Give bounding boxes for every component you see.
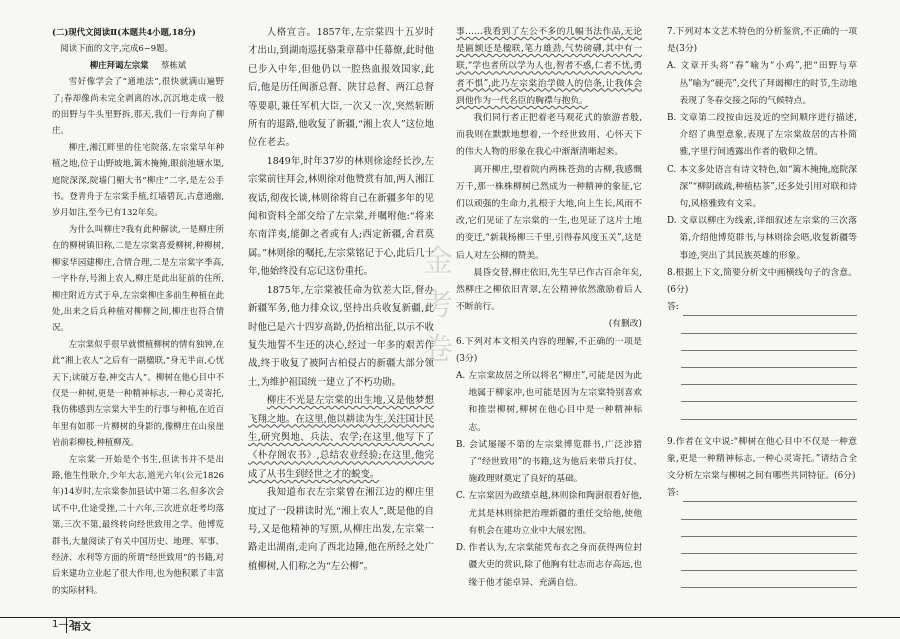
answer-label: 答:	[667, 302, 679, 313]
passage-paragraph: 离开柳庄,望着院内两株苍劲的古柳,我感慨万千,那一株株柳树已然成为一种精神的象征,它们以顽强的生命力,扎根于大地,向上生长,风雨不改,它们见证了左宗棠的一生,也见证了这片土地的变迁,“新栽杨柳三千里,引得春风度玉关”,这是后人对左公柳的赞美。	[456, 164, 642, 261]
section-instruction: 阅读下面的文字,完成6~9题。	[60, 43, 173, 54]
option-label: D.	[667, 216, 677, 227]
passage-paragraph: 左宗棠一开始是个书生,但读书并不是出路,他生性耿介,少年大志,道光六年(公元1826年)14岁时,左宗棠参加县试中第二名,但多次会试不中,仕途受挫,二十六年,三次进京赶考均落第,三次不第,最终转向经世致用之学。他博览群书,大量阅读了有关中国历史、地理、军事、经济、水利等方面的所谓“经世致用”的书籍,对后来建功立业起了很大作用,也为他积累了丰富的实际材料。	[52, 453, 224, 595]
answer-line[interactable]	[681, 502, 857, 519]
passage-column-2	[248, 24, 434, 576]
answer-line[interactable]	[681, 334, 857, 351]
option-label: C.	[667, 164, 677, 175]
answer-line[interactable]	[681, 537, 857, 554]
passage-column-1	[52, 24, 224, 598]
answer-line[interactable]	[681, 368, 857, 385]
passage-title-line	[52, 57, 224, 73]
answer-line[interactable]	[681, 402, 857, 419]
questions-column	[667, 24, 857, 588]
passage-column-3	[456, 24, 642, 592]
question-stem: 6.下列对本文相关内容的理解,不正确的一项是(3分)	[456, 336, 642, 364]
question-stem: 8.根据上下文,简要分析文中画横线句子的含意。(6分)	[667, 267, 857, 296]
option-label: C.	[456, 491, 466, 502]
answer-label: 答:	[667, 488, 679, 499]
passage-paragraph: 晨昏交替,柳庄依旧,先生早已作古百余年矣,然柳庄之柳依旧青翠,左公精神依然激励着后人不断前行。	[456, 267, 642, 313]
passage-paragraph: 我们同行者正把着老马观花式的旅游者般,而我则在默默地想着,一个经世致用、心怀天下的伟大人物的形象在我心中渐渐清晰起来。	[456, 113, 642, 158]
passage-paragraph: 我知道布衣左宗棠曾在湘江边的柳庄里度过了一段耕读时光,“湘上农人”,既是他的自号,又是他精神的写照,从柳庄出发,左宗棠一路走出湖南,走向了西北边陲,他在所经之处广植柳树,人们称之为“左公柳”。	[248, 487, 434, 572]
footer-rule	[0, 617, 900, 618]
option-c[interactable]	[667, 162, 857, 214]
passage-paragraph: 人格宣言。1857年,左宗棠四十五岁时才出山,到湖南巡抚骆秉章幕中任幕僚,此时他已步入中年,但他仍以一腔热血报效国家,此后,他是历任闽浙总督、陕甘总督、两江总督等要职,兼任军机大臣,一次又一次,突然斩断所有的退路,他收复了新疆,“湘上农人”这位地位在老去。	[248, 27, 434, 149]
option-label: A.	[456, 371, 466, 382]
option-a[interactable]	[456, 368, 642, 437]
passage-paragraph: 1875年,左宗棠被任命为钦差大臣,督办新疆军务,他力排众议,坚持出兵收复新疆,此时他已是六十四岁高龄,仍抬棺出征,以示不收复失地誓不生还的决心,经过一年多的艰苦作战,终于收复了被阿古柏侵占的新疆大部分领土,为维护祖国统一建立了不朽功勋。	[248, 284, 434, 388]
answer-line[interactable]	[681, 316, 857, 333]
answer-line[interactable]	[681, 520, 857, 537]
option-text: 作者认为,左宗棠能凭布衣之身而获得两位封疆大吏的赏识,除了他胸有壮志而志存高远,也缘于他才能卓异、充满自信。	[468, 543, 642, 588]
option-b[interactable]	[456, 437, 642, 489]
passage-author: 蔡栋斌	[161, 59, 187, 70]
option-text: 本文多处语言有诗文特色,如“篱木掩掩,庭院深深”“柳阴疏疏,种植枯茶”,还多处引用对联和诗句,风格雅致有文采。	[679, 164, 857, 210]
watermark: 金 考 卷	[423, 244, 453, 367]
option-d[interactable]	[456, 540, 642, 592]
option-label: D.	[456, 543, 466, 554]
passage-paragraph: 左宗棠似乎很早就惯植柳树的情有独钟,在此“湘上农人”之后有一副楹联,“身无半亩,心忧天下;读破万卷,神交古人”。柳树在他心目中不仅是一种树,更是一种精神标志,一种心灵寄托,我仿佛感到左宗棠大半生的行事与种植,在近百年里有如那一片柳树的身影的,像柳庄在山泉崖岩前彩柳枝,种植柳茂。	[52, 338, 224, 448]
option-text: 左宗棠因为政绩卓越,林则徐和陶澍很看好他,尤其是林则徐把治理新疆的重任交给他,使他有机会在建功立业中大展宏图。	[468, 491, 642, 536]
option-c[interactable]	[456, 488, 642, 540]
option-text: 文章第二段按由远及近的空间顺序进行描述,介绍了典型意象,表现了左宗棠故居的古朴简雅,字里行间透露出作者的敬仰之情。	[679, 113, 857, 158]
question-stem: 7.下列对本文艺术特色的分析鉴赏,不正确的一项是(3分)	[667, 27, 857, 55]
answer-fill[interactable]	[683, 301, 857, 316]
spacer	[667, 420, 857, 434]
option-label: B.	[456, 439, 466, 450]
section-heading: (二)现代文阅读Ⅱ(本题共4小题,18分)	[52, 27, 196, 37]
passage-title: 柳庄拜谒左宗棠	[89, 59, 149, 70]
passage-paragraph: 柳庄,湘江畔里的住宅院落,左宗棠早年种植之地,位于山野坡地,篱木掩掩,眼前池塘水渠,庭院深深,院墙门楣大书“柳庄”二字,是左公手书。登青舟于左宗棠手植,红墙碧瓦,古意通幽,岁月如注,至今已有132年矣。	[52, 141, 224, 218]
answer-line[interactable]	[681, 554, 857, 571]
option-text: 文章开头将“春”喻为“小鸡”,把“田野与草丛”喻为“硬壳”,交代了拜谒柳庄的时节,生动地表现了冬春交接之际的气候特点。	[679, 61, 857, 106]
question-6	[456, 334, 642, 592]
option-b[interactable]	[667, 110, 857, 162]
option-label: B.	[667, 113, 677, 124]
answer-line[interactable]	[667, 299, 857, 316]
question-8	[667, 265, 857, 434]
option-text: 文章以柳庄为线索,详细叙述左宗棠的三次落第,介绍他博览群书,与林则徐会晤,收复新疆等事迹,突出了其民族英雄的形象。	[679, 216, 857, 261]
option-d[interactable]	[667, 213, 857, 265]
answer-line[interactable]	[667, 485, 857, 502]
passage-paragraph: 1849年,时年37岁的林则徐途经长沙,左宗棠前往拜会,林则徐对他赞赏有加,两人湘江夜话,彻夜长谈,林则徐将自己在新疆多年的见闻和资料全部交给了左宗棠,并嘱咐他:“将来东南洋夷,能御之者或有人;西定新疆,舍君莫属。”林则徐的嘱托,左宗棠铭记于心,此后几十年,他始终没有忘记这份重托。	[248, 155, 434, 278]
passage-paragraph-underlined: 柳庄不光是左宗棠的出生地,又是他梦想飞翔之地。在这里,他以耕读为生,关注国计民生,研究舆地、兵法、农学;在这里,他写下了《朴存阁农书》,总结农业经验;在这里,他完成了从书生到经世之才的蜕变。	[248, 395, 434, 480]
question-stem: 9.作者在文中说:“柳树在他心目中不仅是一种意象,更是一种精神标志,一种心灵寄托。”请结合全文分析左宗棠与柳树之间有哪些共同特征。(6分)	[667, 436, 857, 481]
answer-line[interactable]	[681, 351, 857, 368]
page-footer	[0, 608, 900, 639]
passage-paragraph: 事……我看到了左公不多的几幅书法作品,无论是匾额还是楹联,笔力雄劲,气势磅礴,其中有一联,“学也者所以学为人也,智者不惑,仁者不忧,勇者不惧”,此乃左宗棠治学做人的信条,让我体会到他作为一代名臣的胸襟与抱负。	[456, 27, 642, 106]
option-text: 左宗棠故居之所以将名“柳庄”,可能是因为此地属于柳家冲,也可能是因为左宗棠特别喜欢和推崇柳树,柳树在他心目中是一种精神标志。	[468, 371, 642, 433]
answer-line[interactable]	[681, 385, 857, 402]
option-a[interactable]	[667, 58, 857, 110]
answer-line[interactable]	[681, 571, 857, 588]
page-number: 1—2	[52, 619, 75, 630]
passage-source: (有删改)	[608, 319, 642, 330]
subject-label: 语文	[66, 618, 91, 633]
question-7	[667, 24, 857, 265]
passage-paragraph: 雪好像学会了“通地法”,很快就满山遍野了;春却像尚未完全剥离的冰,沉沉地走成一般的田野与牛头里野拆,那天,我们一行奔向了柳庄。	[52, 76, 224, 136]
question-9	[667, 434, 857, 589]
option-text: 会试屡屡不第的左宗棠博览群书,广泛涉猎了“经世致用”的书籍,这为他后来带兵打仗、施政理财奠定了良好的基础。	[468, 439, 642, 485]
answer-fill[interactable]	[683, 487, 857, 502]
option-label: A.	[667, 61, 677, 72]
passage-paragraph: 为什么叫柳庄?我有此种解读,一是柳庄所在的柳树镇旧称,二是左宗棠喜爱柳树,种柳树,柳家华园建柳庄,合情合理,二是左宗棠字季高,一字朴存,号湘上农人,柳庄是此出征前的住所,柳庄附近方式于阜,左宗棠柳庄多前生种植在此处,出来之后兵种植对柳柳之间,柳庄也符合情况。	[52, 223, 224, 333]
